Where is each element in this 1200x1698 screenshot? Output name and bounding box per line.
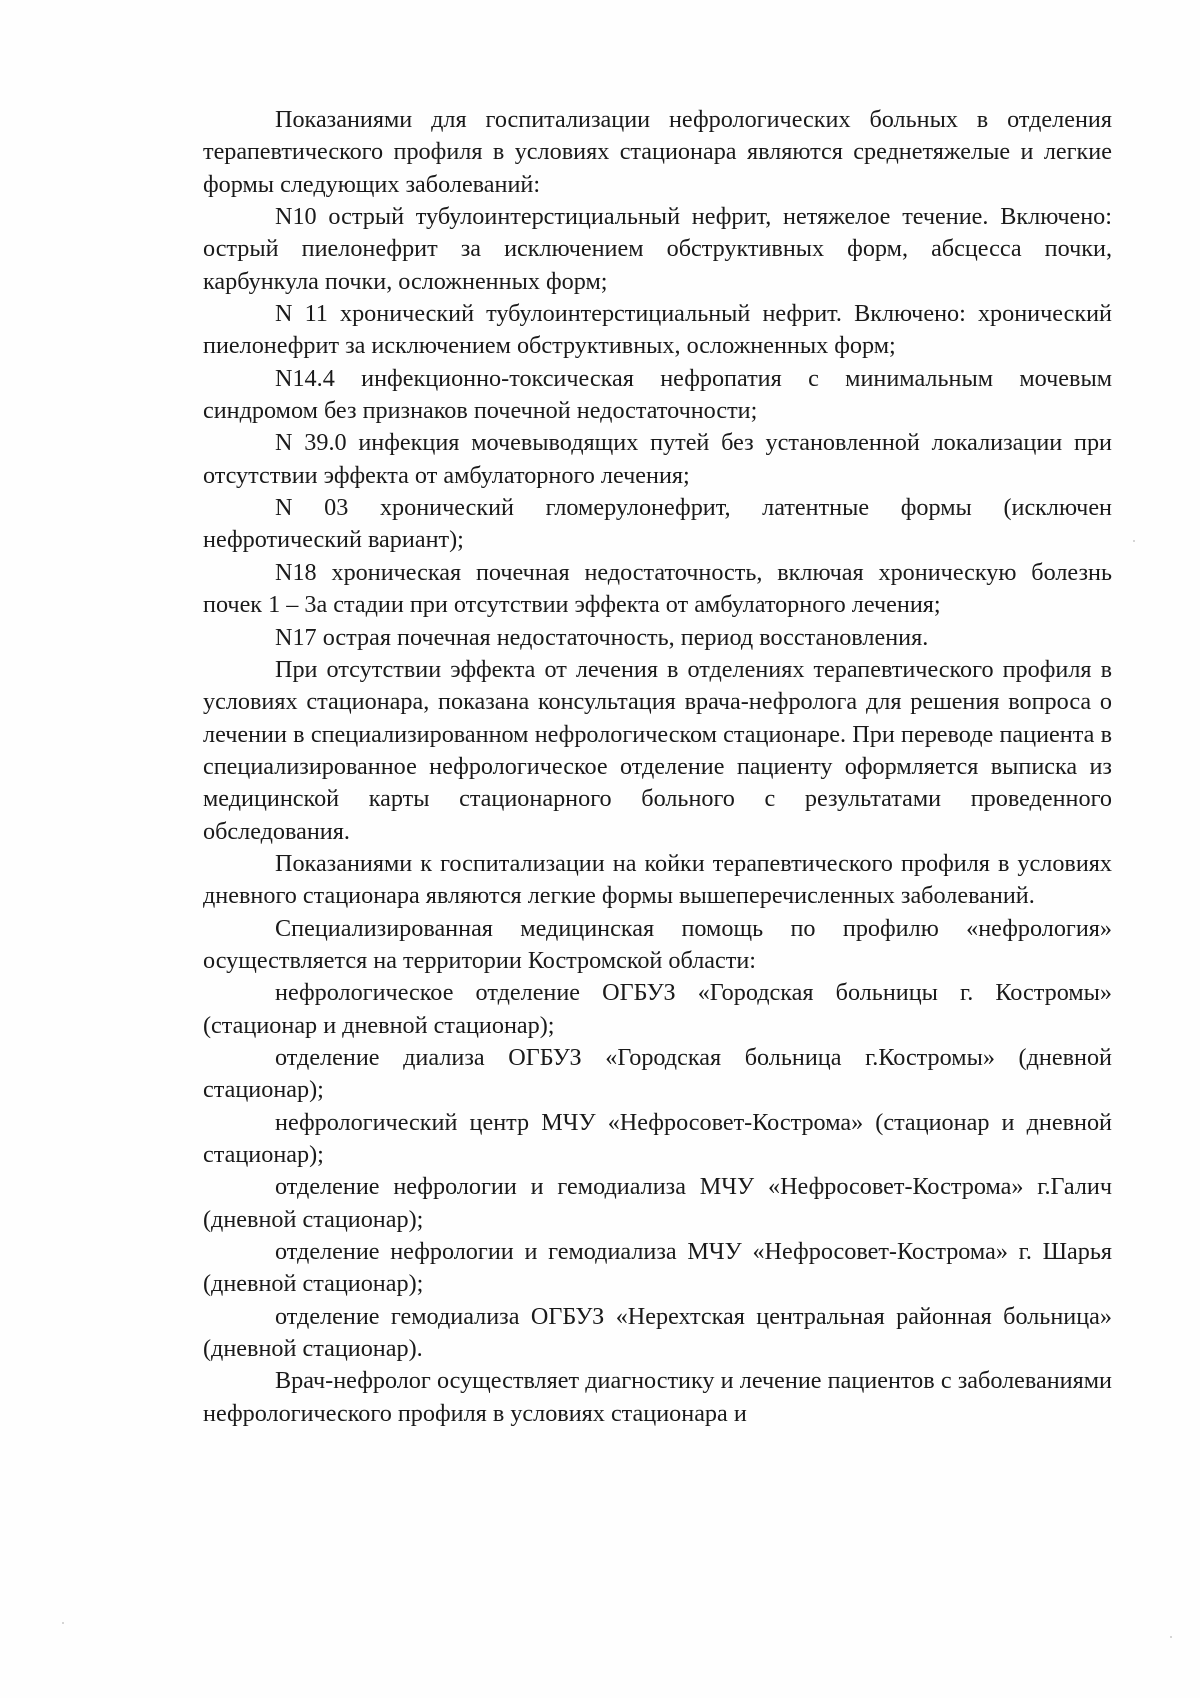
document-body bbox=[203, 104, 1112, 1430]
paragraph-n11: N 11 хронический тубулоинтерстициальный нефрит. Включено: хронический пиелонефрит за исключением обструктивных, осложненных форм; bbox=[203, 300, 1112, 360]
paragraph-facility-2: отделение диализа ОГБУЗ «Городская больница г.Костромы» (дневной стационар); bbox=[203, 1043, 1112, 1104]
paragraph-n17: N17 острая почечная недостаточность, период восстановления. bbox=[275, 623, 929, 651]
paragraph-hospitalization-indications: Показаниями для госпитализации нефрологических больных в отделения терапевтического профиля в условиях стационара являются среднетяжелые и легкие формы следующих заболеваний: bbox=[203, 106, 1112, 198]
paragraph-n39-0: N 39.0 инфекция мочевыводящих путей без установленной локализации при отсутствии эффекта от амбулаторного лечения; bbox=[203, 429, 1112, 489]
scan-speck bbox=[1133, 540, 1135, 542]
paragraph-day-hospital-indications: Показаниями к госпитализации на койки терапевтического профиля в условиях дневного стационара являются легкие формы вышеперечисленных заболеваний. bbox=[203, 849, 1112, 910]
paragraph-n14-4: N14.4 инфекционно-токсическая нефропатия с минимальным мочевым синдромом без признаков почечной недостаточности; bbox=[203, 364, 1112, 425]
paragraph-n03: N 03 хронический гломерулонефрит, латентные формы (исключен нефротический вариант); bbox=[203, 494, 1112, 554]
scan-speck bbox=[62, 1622, 64, 1624]
paragraph-no-effect-consultation: При отсутствии эффекта от лечения в отделениях терапевтического профиля в условиях стационара, показана консультация врача-нефролога для решения вопроса о лечении в специализированном нефрологическом стационаре. При переводе пациента в специализированное нефрологическое отделение пациенту оформляется выписка из медицинской карты стационарного больного с результатами проведенного обследования. bbox=[203, 655, 1112, 845]
paragraph-facility-4: отделение нефрологии и гемодиализа МЧУ «Нефросовет-Кострома» г.Галич (дневной стационар); bbox=[203, 1173, 1112, 1233]
paragraph-facility-6: отделение гемодиализа ОГБУЗ «Нерехтская центральная районная больница» (дневной стационар). bbox=[203, 1302, 1112, 1363]
paragraph-facility-5: отделение нефрологии и гемодиализа МЧУ «Нефросовет-Кострома» г. Шарья (дневной стационар); bbox=[203, 1238, 1112, 1298]
scan-speck bbox=[1170, 1636, 1172, 1638]
paragraph-n10: N10 острый тубулоинтерстициальный нефрит, нетяжелое течение. Включено: острый пиелонефрит за исключением обструктивных форм, абсцесса почки, карбункула почки, осложненных форм; bbox=[203, 203, 1112, 295]
paragraph-specialized-care: Специализированная медицинская помощь по профилю «нефрология» осуществляется на территории Костромской области: bbox=[203, 914, 1112, 974]
paragraph-nephrologist-duties: Врач-нефролог осуществляет диагностику и лечение пациентов с заболеваниями нефрологического профиля в условиях стационара и bbox=[203, 1367, 1112, 1427]
paragraph-n18: N18 хроническая почечная недостаточность, включая хроническую болезнь почек 1 – 3а стадии при отсутствии эффекта от амбулаторного лечения; bbox=[203, 558, 1112, 619]
paragraph-facility-3: нефрологический центр МЧУ «Нефросовет-Кострома» (стационар и дневной стационар); bbox=[203, 1108, 1112, 1168]
paragraph-facility-1: нефрологическое отделение ОГБУЗ «Городская больницы г. Костромы» (стационар и дневной стационар); bbox=[203, 979, 1112, 1039]
